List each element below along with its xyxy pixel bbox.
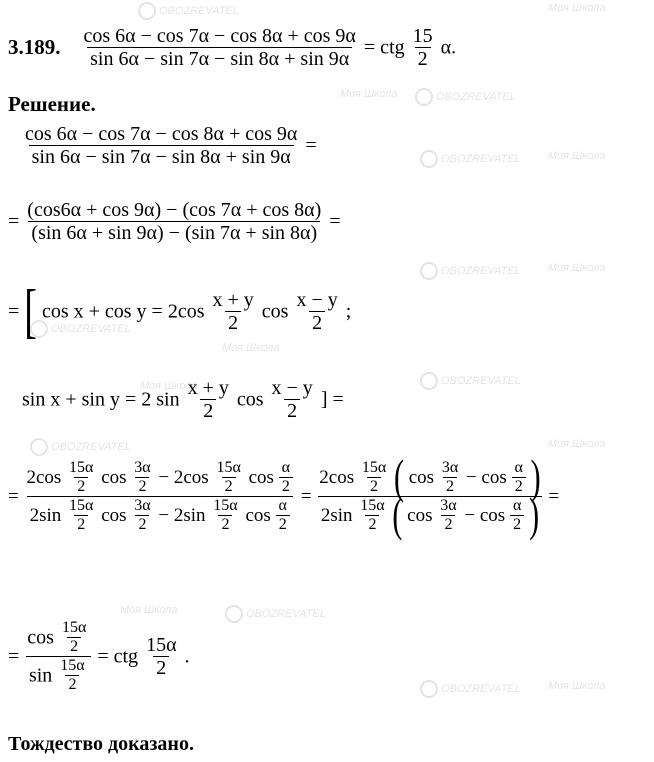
step4-eq2: = ctg xyxy=(97,645,139,668)
s3rd-frac3 xyxy=(437,498,459,533)
watermark: Моя Школа xyxy=(548,262,606,274)
lhs-denominator: sin 6α − sin 7α − sin 8α + sin 9α xyxy=(87,47,352,69)
step1-numerator: cos 6α − cos 7α − cos 8α + cos 9α xyxy=(25,123,298,145)
s3r-3a: 3α xyxy=(441,459,459,476)
s3r-2c: 2 xyxy=(512,477,526,495)
s4-frac-den xyxy=(57,658,87,693)
watermark-icon xyxy=(225,605,243,623)
s3-cos: cos xyxy=(101,467,127,488)
step1-equals: = xyxy=(305,134,317,157)
s4d-2: 2 xyxy=(65,675,79,693)
step1-fraction xyxy=(22,124,300,167)
step1-denominator: sin 6α − sin 7α − sin 8α + sin 9α xyxy=(29,145,294,167)
s3-2c: 2 xyxy=(222,477,236,495)
watermark: Моя Школа xyxy=(548,150,606,162)
watermark: OBOZREVATEL xyxy=(420,150,521,168)
rhs-denominator: 2 xyxy=(415,47,431,69)
s3-2sin: 2sin xyxy=(29,505,62,526)
s3rd-fraca xyxy=(510,498,524,533)
s3rd-frac15 xyxy=(357,498,387,533)
f1-a-num: x + y xyxy=(212,289,254,311)
watermark: OBOZREVATEL xyxy=(225,605,326,623)
s3rd-2sin: 2sin xyxy=(320,505,353,526)
s3r-2b: 2 xyxy=(443,477,457,495)
s3rd-2b: 2 xyxy=(441,515,455,533)
s3r-cos: cos xyxy=(408,467,435,488)
f1-a-den: 2 xyxy=(225,311,241,333)
s3d-3a: 3α xyxy=(134,497,151,514)
problem-number: 3.189. xyxy=(8,35,61,59)
step2-denominator: (sin 6α + sin 9α) − (sin 7α + sin 8α) xyxy=(28,221,320,243)
watermark: Моя Школа xyxy=(140,380,198,392)
step4-end: . xyxy=(184,645,190,668)
watermark-icon xyxy=(420,372,438,390)
s4r-15a: 15α xyxy=(146,634,177,656)
s3d-2b: 2 xyxy=(135,515,149,533)
step3-left-fraction xyxy=(23,460,296,533)
lhs-fraction xyxy=(81,26,359,69)
lhs-numerator: cos 6α − cos 7α − cos 8α + cos 9α xyxy=(83,25,356,47)
s3r-2cos: 2cos xyxy=(319,467,355,488)
s3-2: 2 xyxy=(74,477,88,495)
s3r-a: α xyxy=(514,459,523,476)
s3-cosa: cos xyxy=(248,467,274,488)
watermark-icon xyxy=(138,2,156,20)
watermark: OBOZREVATEL xyxy=(30,320,131,338)
f1-b-den: 2 xyxy=(309,311,325,333)
f2-b-num: x − y xyxy=(271,377,313,399)
f2-frac-a xyxy=(185,378,232,421)
s3-15a-b: 15α xyxy=(216,459,241,476)
step2-tail: = xyxy=(329,210,341,233)
step4-equals: = xyxy=(8,645,20,668)
watermark: Моя Школа xyxy=(548,438,606,450)
s3r-15a: 15α xyxy=(361,459,387,476)
watermark: Моя Школа xyxy=(548,2,606,14)
s3rd-3a: 3α xyxy=(440,497,457,514)
step3-equals: = xyxy=(8,486,19,507)
s3d-minus2sin: − 2sin xyxy=(158,505,206,526)
rhs-equals: = ctg xyxy=(363,36,405,59)
step-1 xyxy=(22,124,317,167)
watermark: OBOZREVATEL xyxy=(138,2,239,20)
step4-den xyxy=(26,656,91,693)
watermark-icon xyxy=(415,88,433,106)
watermark-icon xyxy=(30,438,48,456)
step3-right-den xyxy=(318,488,542,542)
step3-left-den xyxy=(27,496,293,533)
paren-open: ( xyxy=(394,450,404,504)
watermark: OBOZREVATEL xyxy=(420,680,521,698)
s3-frac15b xyxy=(213,460,243,495)
f1-mid: cos xyxy=(261,300,289,323)
step-4 xyxy=(8,620,190,693)
s3-frac3 xyxy=(131,460,153,495)
step3-equals-2: = xyxy=(300,486,312,507)
watermark-icon xyxy=(420,150,438,168)
s3-2cos: 2cos xyxy=(26,467,62,488)
s4-cos: cos xyxy=(27,626,54,649)
s3d-frac15b xyxy=(210,498,240,533)
problem-statement xyxy=(8,26,456,69)
watermark: OBOZREVATEL xyxy=(30,438,131,456)
s3r-frac15 xyxy=(359,460,389,495)
watermark: OBOZREVATEL xyxy=(415,88,516,106)
s4-15a: 15α xyxy=(61,619,87,636)
s3d-15a: 15α xyxy=(69,497,94,514)
s3-3a: 3α xyxy=(134,459,151,476)
s3d-2d: 2 xyxy=(276,515,290,533)
rhs-variable: α. xyxy=(440,36,457,59)
f1-frac-b xyxy=(293,290,340,333)
formula-lead: = xyxy=(8,300,20,323)
s4r-2: 2 xyxy=(153,656,169,678)
s3-2d: 2 xyxy=(279,477,293,495)
s3-minus2cos: − 2cos xyxy=(158,467,209,488)
s3-2b: 2 xyxy=(135,477,149,495)
s3d-frac15 xyxy=(66,498,96,533)
f1-frac-a xyxy=(209,290,256,333)
s3-frac15 xyxy=(66,460,96,495)
step3-right-fraction xyxy=(316,450,543,542)
s3d-cosa: cos xyxy=(245,505,271,526)
rhs-fraction xyxy=(410,26,436,69)
f2-a-num: x + y xyxy=(187,377,229,399)
s3rd-2c: 2 xyxy=(510,515,524,533)
f1-left: cos x + cos y = 2cos xyxy=(41,300,205,323)
f2-frac-b xyxy=(269,378,316,421)
s3rd-minuscos: − cos xyxy=(464,505,506,526)
f2-mid: cos xyxy=(236,388,264,411)
rhs-numerator: 15 xyxy=(412,25,433,47)
s3d-2: 2 xyxy=(74,515,88,533)
step4-num xyxy=(24,620,92,656)
s3rd-15a: 15α xyxy=(360,497,385,514)
watermark: Моя Школа xyxy=(340,88,398,100)
conclusion: Тождество доказано. xyxy=(8,733,194,755)
s3-fraca xyxy=(279,460,293,495)
f2-end: ] = xyxy=(320,388,344,411)
f2-a-den: 2 xyxy=(200,399,216,421)
watermark: Моя Школа xyxy=(120,604,178,616)
s4-sin: sin xyxy=(28,664,53,687)
s3-a: α xyxy=(281,459,291,476)
s3rd-a: α xyxy=(512,497,522,514)
f2-left: sin x + sin y = 2 sin xyxy=(22,388,180,411)
step3-right-num xyxy=(316,450,543,504)
s3r-frac3 xyxy=(439,460,461,495)
s3r-2: 2 xyxy=(367,477,381,495)
paren-open: ( xyxy=(392,488,403,542)
step2-numerator: (cos6α + cos 9α) − (cos 7α + cos 8α) xyxy=(27,199,322,221)
watermark: Моя Школа xyxy=(222,342,280,354)
solution-label: Решение. xyxy=(8,92,96,116)
s3d-fraca xyxy=(276,498,290,533)
s4d-15a: 15α xyxy=(60,657,85,674)
step2-equals: = xyxy=(8,210,20,233)
s3rd-cos: cos xyxy=(407,505,433,526)
watermark: OBOZREVATEL xyxy=(420,262,521,280)
s3d-cos: cos xyxy=(101,505,127,526)
step4-fraction xyxy=(24,620,92,693)
watermark: OBOZREVATEL xyxy=(420,372,521,390)
s3r-fraca xyxy=(512,460,526,495)
watermark-icon xyxy=(420,680,438,698)
s3d-15a-b: 15α xyxy=(213,497,238,514)
bracket-open: [ xyxy=(24,277,37,346)
f1-end: ; xyxy=(345,300,352,323)
s3d-frac3 xyxy=(131,498,153,533)
formula-1 xyxy=(8,277,352,346)
s4-frac-num xyxy=(59,620,89,655)
step-3 xyxy=(8,450,560,542)
paren-close: ) xyxy=(529,488,540,542)
paren-close: ) xyxy=(530,450,541,504)
s3d-a: α xyxy=(278,497,287,514)
f1-b-num: x − y xyxy=(296,289,338,311)
step4-result-fraction xyxy=(143,635,179,678)
f2-b-den: 2 xyxy=(284,399,300,421)
formula-2 xyxy=(22,378,344,421)
s3d-2c: 2 xyxy=(218,515,232,533)
s3-15a: 15α xyxy=(69,459,94,476)
step-2 xyxy=(8,200,341,243)
watermark: Моя Школа xyxy=(548,680,606,692)
s3r-minuscos: − cos xyxy=(465,467,507,488)
s3rd-2: 2 xyxy=(365,515,379,533)
watermark-icon xyxy=(420,262,438,280)
step3-left-num xyxy=(23,460,296,496)
step2-fraction xyxy=(24,200,324,243)
s4-2: 2 xyxy=(67,637,81,655)
step3-tail: = xyxy=(548,486,560,507)
